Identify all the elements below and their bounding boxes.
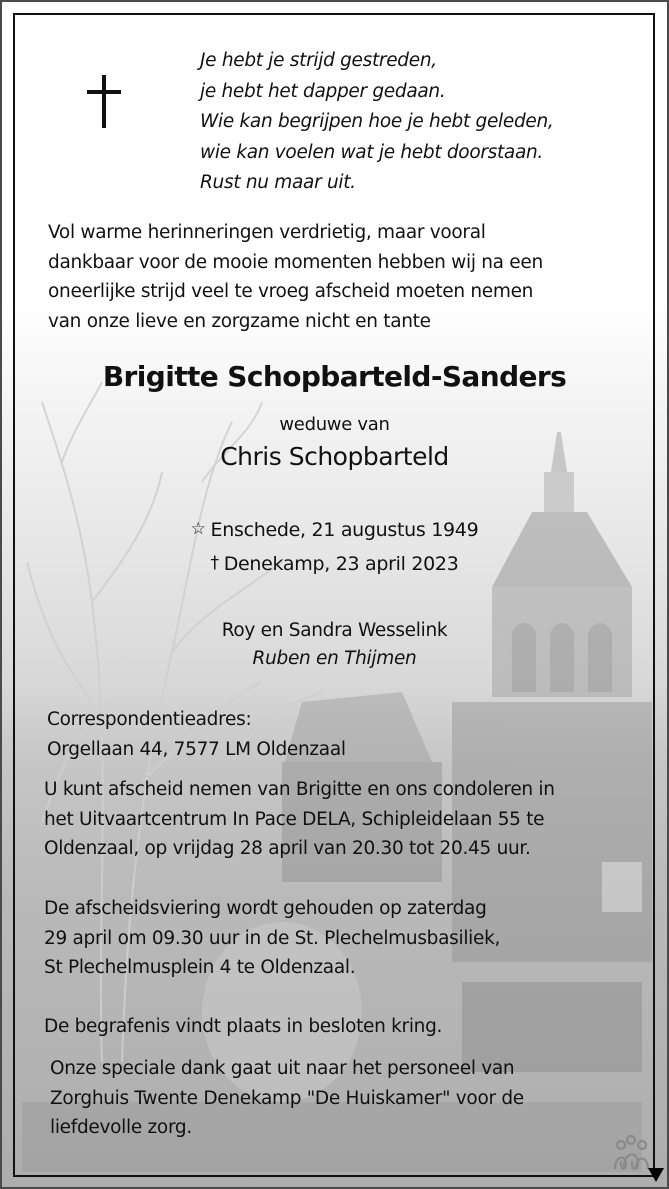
spouse-name: Chris Schopbarteld [220,442,449,471]
ceremony-line: De afscheidsviering wordt gehouden op zaterdag [44,898,487,919]
poem-line: Je hebt je strijd gestreden, [200,50,437,71]
poem-line: wie kan voelen wat je hebt doorstaan. [200,141,544,163]
intro-line: oneerlijke strijd veel te vroeg afscheid moeten nemen [48,281,534,302]
intro-line: van onze lieve en zorgzame nicht en tante [48,310,431,332]
thanks-line: Zorghuis Twente Denekamp "De Huiskamer" voor de [50,1087,524,1109]
thanks-line: Onze speciale dank gaat uit naar het personeel van [50,1058,515,1079]
visitation-line: het Uitvaartcentrum In Pace DELA, Schipleidelaan 55 te [44,808,545,830]
down-triangle-icon[interactable] [648,1168,664,1182]
burial-text: De begrafenis vindt plaats in besloten kring. [44,1016,443,1037]
cross-icon [87,75,121,128]
correspondence-label: Correspondentieadres: [47,709,252,730]
death-line [0,549,669,583]
family-names: Roy en Sandra Wesselink [221,620,448,641]
thanks-line: liefdevolle zorg. [50,1117,192,1138]
correspondence-address [47,705,346,765]
death-text: Denekamp, 23 april 2023 [223,553,459,575]
intro-text [48,218,543,336]
poem-line: Wie kan begrijpen hoe je hebt geleden, [200,111,554,132]
poem-line: Rust nu maar uit. [200,172,356,193]
people-icon[interactable] [612,1133,650,1175]
thanks-text [50,1054,524,1143]
deceased-name: Brigitte Schopbarteld-Sanders [102,360,567,393]
family-children: Ruben en Thijmen [252,648,417,669]
visitation-line: U kunt afscheid nemen van Brigitte en ons condoleren in [44,779,555,800]
poem [200,46,554,199]
dagger-icon: † [210,553,219,573]
poem-line: je hebt het dapper gedaan. [200,80,446,102]
visitation-line: Oldenzaal, op vrijdag 28 april van 20.30 tot 20.45 uur. [44,838,531,859]
correspondence-value: Orgellaan 44, 7577 LM Oldenzaal [47,739,346,760]
life-dates [0,515,669,583]
visitation-text [44,775,555,864]
ceremony-line: St Plechelmusplein 4 te Oldenzaal. [44,957,356,978]
birth-text: Enschede, 21 augustus 1949 [210,519,479,541]
ceremony-line: 29 april om 09.30 uur in de St. Plechelmusbasiliek, [44,927,501,949]
ceremony-text [44,894,500,983]
star-icon: ☆ [190,519,206,539]
intro-line: Vol warme herinneringen verdrietig, maar vooral [48,222,486,243]
family [0,617,669,673]
widow-label: weduwe van [279,414,390,435]
birth-line [0,515,669,549]
intro-line: dankbaar voor de mooie momenten hebben wij na een [48,251,543,273]
